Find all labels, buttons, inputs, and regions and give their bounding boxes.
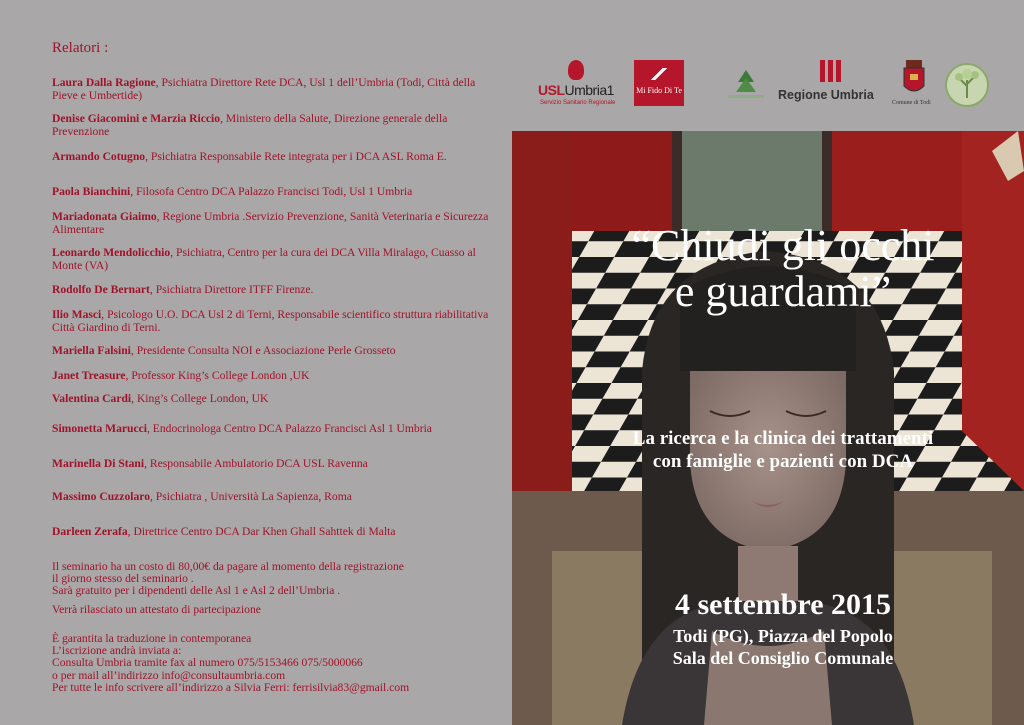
speaker-name: Janet Treasure [52, 369, 126, 382]
speaker-role: , Professor King’s College London ,UK [125, 369, 310, 382]
relatori-heading: Relatori : [52, 40, 109, 56]
speaker-entry [52, 392, 492, 405]
speaker-entry [52, 76, 492, 102]
speaker-name: Simonetta Marucci [52, 422, 147, 435]
mountain-icon [640, 68, 678, 80]
speaker-role: , Psichiatra Responsabile Rete integrata per i DCA ASL Roma E. [145, 150, 447, 163]
speaker-entry [52, 246, 492, 272]
leaf-emblem-logo [720, 66, 772, 106]
title-line-1: “Chiudi gli occhi [631, 221, 935, 270]
regione-umbria-logo [778, 60, 886, 106]
usl-name-a: USL [538, 82, 565, 98]
speaker-role: , Direttrice Centro DCA Dar Khen Ghall Sahttek di Malta [127, 525, 396, 538]
cost-line: Il seminario ha un costo di 80,00€ da pagare al momento della registrazione [52, 560, 404, 573]
speaker-name: Mariella Falsini [52, 344, 131, 357]
speaker-name: Marinella Di Stani [52, 457, 145, 470]
speaker-role: , King’s College London, UK [131, 392, 269, 405]
speaker-name: Leonardo Mendolicchio [52, 246, 171, 259]
speaker-role: , Psichiatra , Università La Sapienza, Roma [150, 490, 352, 503]
speaker-name: Paola Bianchini [52, 185, 131, 198]
speaker-entry [52, 150, 492, 163]
tree-icon [944, 62, 990, 108]
speaker-role: , Psichiatra Direttore ITFF Firenze. [149, 283, 314, 296]
speaker-role: , Psicologo U.O. DCA Usl 2 di Terni, Responsabile scientifico struttura riabilitativa Città Giardino di Terni. [52, 308, 489, 334]
usl-mark-icon [568, 60, 584, 80]
cost-line: il giorno stesso del seminario . [52, 572, 194, 586]
speaker-entry [52, 344, 492, 357]
regione-bars-icon [818, 60, 842, 82]
speaker-name: Mariadonata Giaimo [52, 210, 157, 223]
speaker-role: , Psichiatra Direttore Rete DCA, Usl 1 dell’Umbria (Todi, Città della Pieve e Umbertide) [52, 76, 476, 102]
speaker-entry [52, 210, 492, 236]
contact-line: Per tutte le info scrivere all’indirizzo a Silvia Ferri: ferrisilvia83@gmail.com [52, 680, 410, 694]
speaker-role: , Filosofa Centro DCA Palazzo Francisci Todi, Usl 1 Umbria [130, 185, 413, 198]
usl-umbria-logo [538, 60, 630, 106]
speaker-name: Darleen Zerafa [52, 525, 128, 538]
contact-line: o per mail all’indirizzo info@consultaumbria.com [52, 668, 286, 682]
title-line-2: e guardami” [674, 267, 892, 316]
speaker-entry [52, 422, 492, 435]
speaker-role: , Regione Umbria .Servizio Prevenzione, Sanità Veterinaria e Sicurezza Alimentare [52, 210, 489, 236]
event-date: 4 settembre 2015 [674, 588, 892, 621]
contact-line: È garantita la traduzione in contemporanea [52, 632, 252, 645]
speaker-role: , Psichiatra, Centro per la cura dei DCA Villa Miralago, Cuasso al Monte (VA) [52, 246, 476, 272]
mi-fido-label: Mi Fido Di Te [636, 86, 682, 95]
contact-line: L’iscrizione andrà inviata a: [52, 644, 182, 658]
todi-label: Comune di Todi [892, 100, 931, 106]
speaker-role: , Responsabile Ambulatorio DCA USL Ravenna [144, 457, 368, 470]
subtitle-line-1: La ricerca e la clinica dei trattamenti [632, 428, 934, 449]
speaker-entry [52, 490, 492, 503]
poster-title [542, 223, 1024, 315]
speaker-role: , Ministero della Salute, Direzione generale della Prevenzione [52, 112, 448, 138]
speaker-entry [52, 525, 492, 538]
event-place [542, 625, 1024, 669]
usl-name-b: Umbria1 [564, 82, 614, 98]
left-column [52, 40, 492, 694]
speaker-role: , Endocrinologa Centro DCA Palazzo Francisci Asl 1 Umbria [146, 422, 432, 435]
speaker-role: , Presidente Consulta NOI e Associazione Perle Grosseto [130, 344, 396, 357]
cost-line: Sarà gratuito per i dipendenti delle Asl 1 e Asl 2 dell’Umbria . [52, 584, 341, 598]
mi-fido-di-te-logo [634, 60, 684, 106]
regione-label: Regione Umbria [778, 88, 874, 102]
poster-subtitle [542, 427, 1024, 473]
subtitle-line-2: con famiglie e pazienti con DCA [652, 451, 914, 472]
speaker-entry [52, 112, 492, 138]
poster-image [512, 131, 1024, 725]
usl-subtitle: Servizio Sanitario Regionale [540, 100, 616, 106]
leaf-icon [720, 66, 772, 106]
contact-info [52, 633, 492, 694]
speaker-name: Massimo Cuzzolaro [52, 490, 150, 503]
speaker-entry [52, 369, 492, 382]
attestato-info: Verrà rilasciato un attestato di partecipazione [52, 603, 261, 616]
speaker-name: Valentina Cardi [52, 392, 132, 405]
speaker-name: Armando Cotugno [52, 150, 146, 163]
coat-of-arms-icon [896, 58, 932, 100]
tree-circle-logo [944, 62, 990, 108]
logo-bar [512, 52, 1024, 130]
speaker-entry [52, 283, 492, 296]
speaker-name: Ilio Masci [52, 308, 102, 321]
speaker-name: Denise Giacomini e Marzia Riccio [52, 112, 221, 125]
speaker-entry [52, 308, 492, 334]
speaker-entry [52, 457, 492, 470]
place-line-1: Todi (PG), Piazza del Popolo [673, 626, 893, 646]
speaker-name: Rodolfo De Bernart [52, 283, 150, 296]
speaker-name: Laura Dalla Ragione [52, 76, 156, 89]
cost-info [52, 561, 492, 598]
place-line-2: Sala del Consiglio Comunale [672, 648, 894, 668]
speaker-entry [52, 185, 492, 198]
comune-todi-logo [892, 58, 932, 106]
contact-line: Consulta Umbria tramite fax al numero 075/5153466 075/5000066 [52, 656, 363, 670]
